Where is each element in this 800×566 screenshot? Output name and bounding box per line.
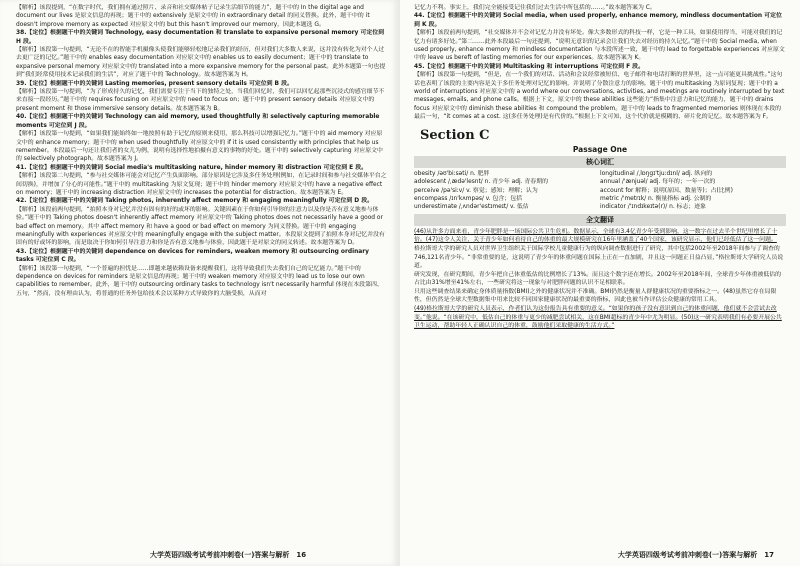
vocab-item: longitudinal /ˌlɒŋgɪ'tjuːdɪnl/ adj. 纵向的	[600, 170, 713, 177]
translation-text	[414, 228, 786, 331]
text-line: 【解析】该段第一句提到，“如果我们能始终如一地按照有助于记忆的原则来使用，那么科技可以增强记忆力。”题干中的 aid memory 对应原文中的 enhance memory；题干中的 when used thoughtfully 对应原文中的 if it is used consistently with principles that help us remember。本段最后一句还让我们者的女儿为例，说明有选择性地拍摄有意义的事物的好处。题干中的 selectively capturing 对应原文中的 selectively photograph。故本题答案为 J。	[16, 131, 383, 163]
text-line: 38.【定位】根据题干中的关键词 Technology, easy documentation 和 translate to expansive personal memory 可定位到 H 段。	[16, 30, 385, 45]
vocab-item: metric /'metrɪk/ n. 衡量指标 adj. 公制的	[600, 195, 712, 202]
translation-paragraph: 研究发现，在研究期间，青少年把自己体重低估的比例增长了13%。而且这个数字还在增长。2002年至2018年间，全球青少年体重被低估的占比由31%增至41%左右，一些研究将这一现象与对肥胖问题的认识不足相联系。	[414, 271, 782, 287]
text-line: 43.【定位】根据题干中的关键词 dependence on devices for reminders, weaken memory 和 outsourcing ordinary tasks 可定位到 C 段。	[16, 248, 370, 264]
text-line: 41.【定位】根据题干中的关键词 Social media's multitasking nature, hinder memory 和 distraction 可定位到 E 段。	[16, 164, 368, 171]
vocab-table	[414, 170, 786, 212]
right-answer-explanations	[414, 4, 786, 122]
text-line: 44.【定位】根据题干中的关键词 Social media, when used properly, enhance memory, mindless documentation 可定位到 K 段。	[414, 13, 782, 28]
text-line: 40.【定位】根据题干中的关键词 Technology can aid memory, used thoughtfully 和 selectively capturing memorable moments 可定位到 J 段。	[16, 114, 380, 129]
page-footer: 大学英语四级考试考前冲刺卷(一)答案与解析 16	[150, 551, 307, 559]
text-line: 【解析】该段第一句提到，“但是，在一个我们的对话、活动和会议经常被短信、电子邮件和电话打断的世界里，这一点可能更具挑战性。”这句话也表明了该段的主要内容是关于多任务处理对记忆的影响，并说明了分散注意力的影响。题干中的 multitasking 为原词复现；题干中的 a world of interruptions 对应原文中的 a world where our conversations, activities, and meetings are routinely interrupted by text messages, emails, and phone calls。根据上下文，原文中的 these abilities 这些能力“指集中注意力和记忆的能力，题干中的 drains focus 对应原文中的 diminish these abilities 和 compound the problem。题干中的 leads to fragmented memories 则体现在本段的最后一句，“it comes at a cost. 这(多任务处理)是有代价的。”根据上下文可知，这个代价就是模糊的、碎片化的记忆。故本题答案为 F。	[414, 72, 785, 121]
left-answer-explanations	[16, 4, 388, 298]
translation-heading: 全文翻译	[414, 214, 786, 226]
vocab-heading: 核心词汇	[414, 156, 786, 168]
translation-paragraph: 格拉斯哥大学的研究人员对世界卫生组织关于国际学校儿童健康行为的纵向调查数据进行了研究，其中包括2002年至2018年间参与了调查的746,121名青少年。“非常重要的是，这说明了青少年的体重问题在国际上正在一直加剧，并且这一问题正日益凸显，”格拉斯哥大学研究人员说道。	[414, 245, 784, 270]
left-page	[0, 0, 398, 566]
vocab-item: annual /'ænjuəl/ adj. 每年的；一年一次的	[600, 179, 716, 186]
text-line: 45.【定位】根据题干中的关键词 Multitasking 和 interruptions 可定位到 F 段。	[414, 63, 644, 70]
text-line: 【解析】该段第一句提到，“为了形成持久的记忆，我们需要专注于当下的独特之处，当我们回忆时，我们可以回忆起那些沉浸式的感官细节不来直接一段经历。”题干中的 requires focusing on 对应原文中的 need to focus on；题干中的 present sensory details 对应原文中的 present moment 和 those immersive sensory details。故本题答案为 B。	[16, 89, 385, 112]
page-footer: 大学英语四级考试考前冲刺卷(一)答案与解析 17	[617, 551, 774, 559]
vocab-item: encompass /ɪn'kʌmpəs/ v. 包含；包括	[414, 195, 522, 202]
vocab-item: obesity /əʊ'biːsəti/ n. 肥胖	[414, 170, 490, 177]
section-title: Section C	[420, 127, 490, 143]
vocab-item: underestimate /ˌʌndər'estɪmeɪt/ v. 低估	[414, 204, 529, 211]
text-line: 记忆力不利。事实上，我们完全能接受记住我们过去生活中所包括的……。”故本题答案为 C。	[414, 5, 656, 11]
text-line: 【解析】该段前两句提到，“拍照本身对记忆并没有固有的好的或坏的影响。关键因素在于你如何引导你的注意力以及你是否有意义地参与体验。”题干中的 Taking photos doesn't inherently affect memory 对应原文中的 Taking photos does not necessarily have a good or bad effect on memory。其中 affect memory 和 have a good or bad effect on memory 为同义替换。题干中的 engaging meaningfully with experiences 对应原文中的 meaningfully engage with the subject matter。本段原文提到了拍照本身对记忆并没有固有的好或坏的影响，而是取决于你如何引导注意力和你是否有意义地参与体验，因此题干是对原文的同义转述。故本题答案为 D。	[16, 206, 385, 247]
translation-paragraph: (49)格拉斯哥大学的研究人员表示，作者们认为这份报告具有重要的意义。“如果你的孩子没有意识到自己的体重问题，他们就不会尝试去改变。”他说。“在该研究中，低估自己的体重与更少的减肥尝试相关，这在BMI超标的青少年中尤为明显。(50)这一研究表明我们有必要开展公共卫生运动，帮助年轻人正确认识自己的体重，鼓励他们采取健康的生活方式。”	[414, 306, 782, 330]
text-line: 39.【定位】根据题干中的关键词 Lasting memories, present sensory details 可定位到 B 段。	[16, 80, 293, 87]
text-line: 【解析】该段前两句提到，“社交媒体并不会对记忆力并没有坏处。像大多数形式的科技一样，它是一种工具，如果使用得当，可能对我们的记忆力有诸多好处。”第二……此外本段最后一句还提到，“说明无意识的记录会让我们失去对经历的持久记忆。”题干中的 Social media, when used properly, enhance memory 和 mindless documentation 与本段所述一致，题干中的 lead to forgettable experiences 对应原文中的 leave us bereft of lasting memories for our experiences。故本题答案为 K。	[414, 30, 785, 62]
text-line: 【解析】该段第一句提到，“一个普遍的担忧是……即越来越依赖设备来提醒我们，这将导致我们失去我们自己的记忆能力。”题干中的 dependence on devices for reminders 是原文信息的再现；题干中的 weaken memory 对应原文中的 lead us to lose our own capabilities to remember。此外，题干中的 outsourcing ordinary tasks to technology isn't necessarily harmful 体现在本段第四、五句，“然而，没有理由认为，将普通的任务外包给技术会以某种方式导致你的大脑受损，从而对	[16, 265, 383, 297]
text-line: 【解析】该段第一句提到，“无论不在的智能手机摄像头使我们能够轻松地记录我们的经历，但对我们大多数人来说，这并没有转化为对个人过去更广泛的记忆。”题干中的 enables easy documentation 对应原文中的 enables us to easily document；题干中的 translate to expansive personal memory 对应原文中的 translated into a more expansive memory for the personal past。此外本题第一句也提到“我们经常使用技术记录我们的生活”，对应了题干中的 Technology。故本题答案为 H。	[16, 47, 386, 79]
translation-paragraph: 只用这些调查结果来确定身体质量指数(BMI)之外的健康状况并不准确。BMI仍然是衡量人群健康状况的重要指标之一。(48)虽然它存在局限性，但仍然是全球大型数据集中用来比较不同国家健康状况的最重要的指标，因此也被当作评估公众健康的常用工具。	[414, 288, 777, 304]
text-line: 【解析】该段第二句提到，“参与社交媒体可能会对记忆产生负面影响。部分原因是它涉及多任务处理(例如，在记录时间和参与社交媒体平台之间切换)，并增加了分心的可能性。”题干中的 multitasking 为原文复现；题干中的 hinder memory 对应原文中的 have a negative effect on memory；题干中的 increasing distraction 对应原文中的 increases the potential for distraction。故本题答案为 E。	[16, 173, 387, 196]
vocab-column-right	[600, 170, 786, 212]
vocab-item: perceive /pə'siːv/ v. 察觉；感知；理解；认为	[414, 187, 538, 194]
text-line: 42.【定位】根据题干中的关键词 Taking photos, inherently affect memory 和 engaging meaningfully 可定位到 D 段。	[16, 198, 374, 205]
text-line: 【解析】该段提到，“在数字时代，我们拥有通过照片、录音和社交媒体帖子记录生活细节的能力”，题干中的 In the digital age and document our lives 是原文信息的再现；题干中的 extensively 是原文中的 in extraordinary detail 的同义替换。此外，题干中的 it doesn't improve memory as expected 对应原文中的 but this hasn't improved our memory，因此本题选 G。	[16, 5, 370, 28]
vocab-item: indicator /'ɪndɪkeɪtə(r)/ n. 标志；迹象	[600, 204, 707, 211]
vocab-item: adolescent /ˌædə'lesnt/ n. 青少年 adj. 青春期的	[414, 179, 548, 186]
vocab-column-left	[414, 170, 600, 212]
passage-title: Passage One	[572, 144, 628, 154]
translation-paragraph: (46)从许多方面来看，青少年肥胖是一场国际公共卫生危机。数据显示，全球有3.4亿青少年受到影响，这一数字在过去半个世纪里增长了十倍。(47)这令人关注，关于青少年如何看待自己的体重的最大规模研究在16年里涵盖了40个国家，该研究显示，他们已经低估了这一问题。	[414, 228, 778, 244]
right-page	[400, 0, 800, 566]
vocab-item: account for 解释；说明(原因、数量等)；占(比例)	[600, 187, 733, 194]
